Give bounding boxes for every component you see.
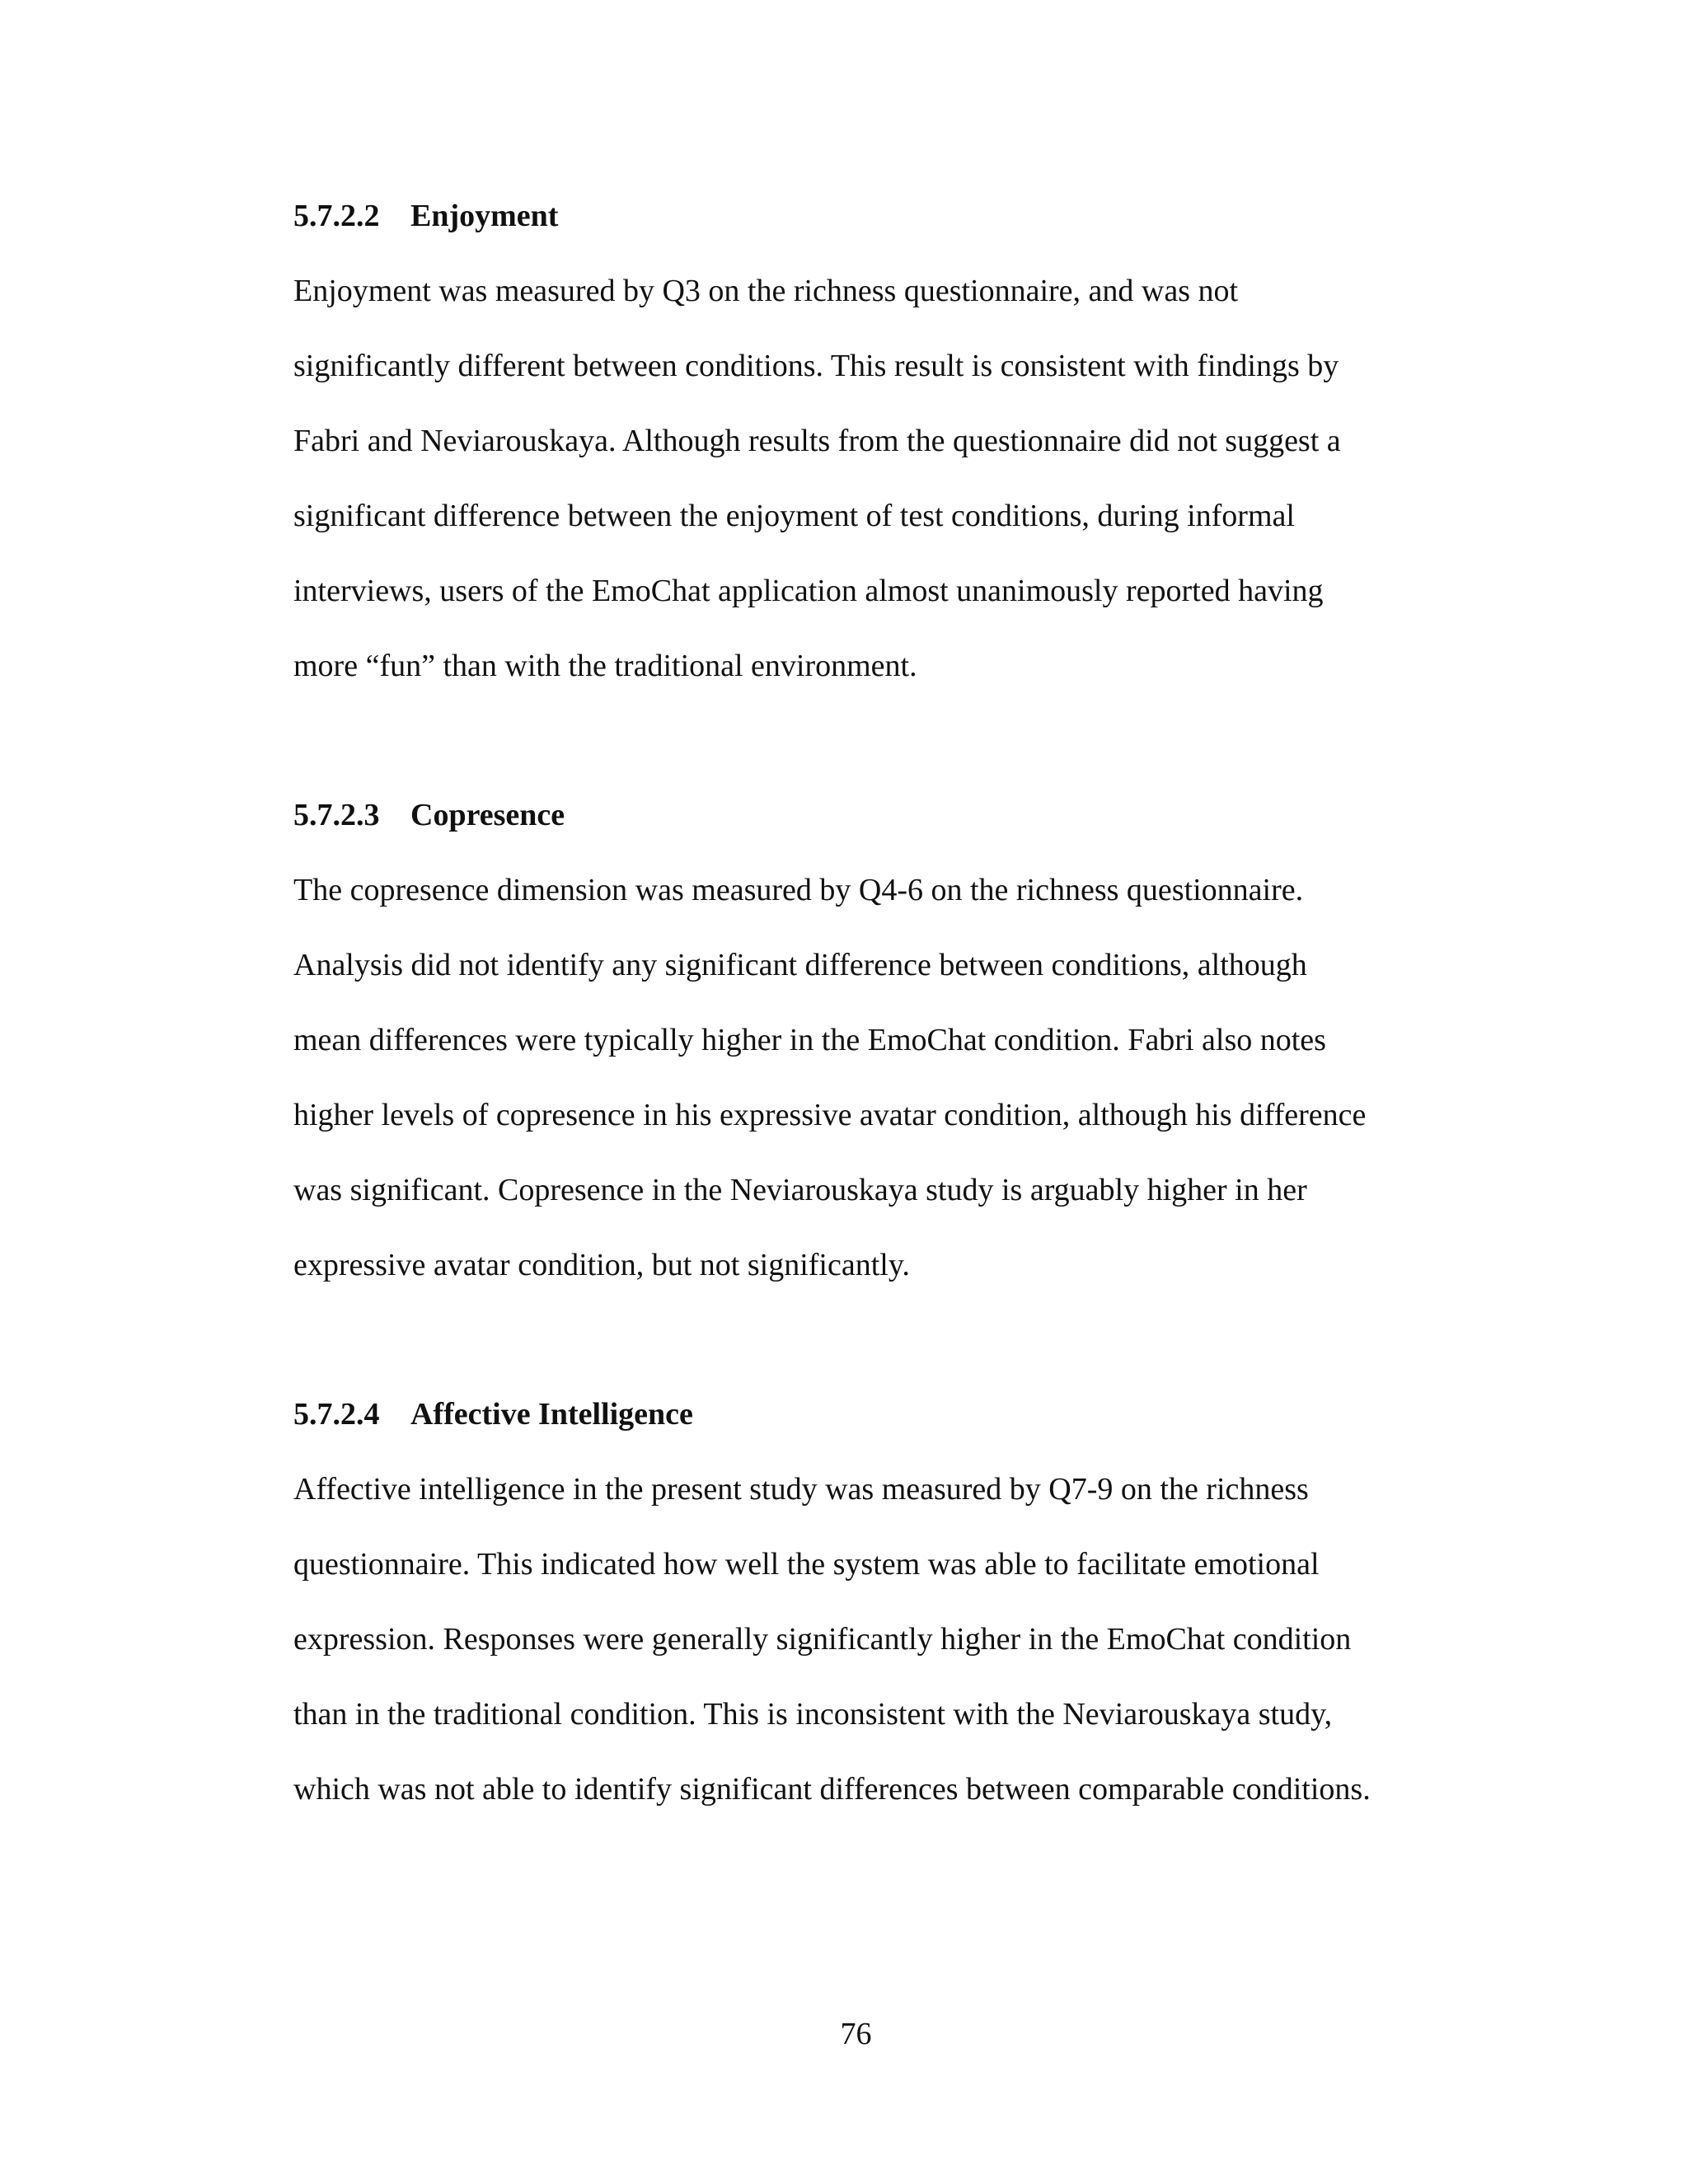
paragraph-line: significantly different between conditions. This result is consistent with findings by	[293, 349, 1339, 383]
paragraph-line: interviews, users of the EmoChat application almost unanimously reported having	[293, 574, 1324, 608]
section-number: 5.7.2.3	[293, 798, 380, 832]
paragraph-line: Affective intelligence in the present study was measured by Q7-9 on the richness	[293, 1472, 1309, 1507]
page-number: 76	[840, 2017, 872, 2051]
paragraph-line: expression. Responses were generally significantly higher in the EmoChat condition	[293, 1622, 1352, 1657]
paragraph-line: questionnaire. This indicated how well the system was able to facilitate emotional	[293, 1547, 1320, 1582]
paragraph-line: mean differences were typically higher in the EmoChat condition. Fabri also notes	[293, 1023, 1326, 1057]
section-title: Affective Intelligence	[410, 1397, 693, 1432]
section-heading	[293, 197, 558, 235]
paragraph-line: expressive avatar condition, but not significantly.	[293, 1248, 910, 1282]
paragraph-line: was significant. Copresence in the Neviarouskaya study is arguably higher in her	[293, 1173, 1307, 1207]
paragraph-line: significant difference between the enjoyment of test conditions, during informal	[293, 499, 1295, 533]
section-heading	[293, 1395, 693, 1433]
paragraph-line: Enjoyment was measured by Q3 on the richness questionnaire, and was not	[293, 274, 1239, 308]
paragraph-line: more “fun” than with the traditional environment.	[293, 649, 917, 683]
section-heading	[293, 796, 565, 834]
paragraph-line: Fabri and Neviarouskaya. Although results from the questionnaire did not suggest a	[293, 424, 1341, 458]
paragraph-line: Analysis did not identify any significant difference between conditions, although	[293, 948, 1307, 982]
section-title: Enjoyment	[410, 199, 559, 233]
paragraph-line: which was not able to identify significant differences between comparable conditions.	[293, 1772, 1371, 1807]
paragraph-line: than in the traditional condition. This is inconsistent with the Neviarouskaya study,	[293, 1697, 1333, 1732]
section-title: Copresence	[410, 798, 565, 832]
section-number: 5.7.2.2	[293, 199, 380, 233]
paragraph-line: The copresence dimension was measured by Q4-6 on the richness questionnaire.	[293, 873, 1304, 907]
paragraph-line: higher levels of copresence in his expressive avatar condition, although his difference	[293, 1098, 1367, 1132]
section-number: 5.7.2.4	[293, 1397, 380, 1432]
